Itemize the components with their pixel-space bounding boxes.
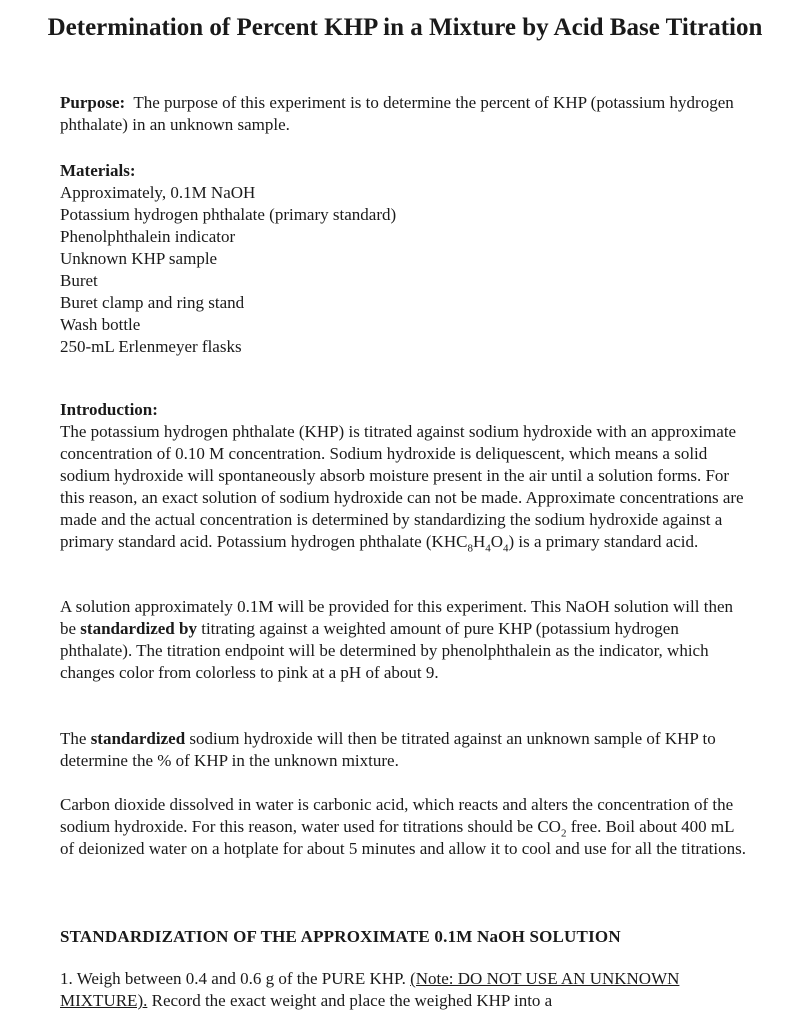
intro-text: A solution approximately 0.1M will be provided for this experiment. This NaOH solution will then be xyxy=(60,597,733,638)
list-item: 250-mL Erlenmeyer flasks xyxy=(60,337,242,356)
paragraph xyxy=(60,794,750,860)
bold-text: standardized xyxy=(90,729,186,748)
purpose-label: Purpose: xyxy=(60,93,126,112)
purpose-paragraph xyxy=(60,92,750,136)
standardization-heading: STANDARDIZATION OF THE APPROXIMATE 0.1M NaOH SOLUTION xyxy=(60,927,621,946)
intro-text: H xyxy=(472,532,486,551)
subscript: 4 xyxy=(485,542,491,555)
intro-text: ) is a primary standard acid. xyxy=(508,532,699,551)
materials-section xyxy=(60,160,750,358)
list-item: Buret xyxy=(60,271,98,290)
introduction-paragraph-1 xyxy=(60,421,750,553)
list-item: Wash bottle xyxy=(60,315,141,334)
intro-text: free. Boil about 400 mL of deionized water on a hotplate for about 5 minutes and allow it to cool and use for all the titrations. xyxy=(60,817,746,858)
introduction-label: Introduction: xyxy=(60,400,158,419)
intro-text: Carbon dioxide dissolved in water is carbonic acid, which reacts and alters the concentration of the sodium hydroxide. For this reason, water used for titrations should be CO xyxy=(60,795,734,836)
intro-text: The potassium hydrogen phthalate (KHP) is titrated against sodium hydroxide with an approximate concentration of 0.10 M concentration. Sodium hydroxide is deliquescent, which means a solid sodium hydroxide will spontaneously absorb moisture present in the air until a solution forms. For this reason, an exact solution of sodium hydroxide can not be made. Approximate concentrations are made and the actual concentration is determined by standardizing the sodium hydroxide against a primary standard acid. Potassium hydrogen phthalate (KHC xyxy=(60,422,744,551)
materials-list xyxy=(60,182,750,358)
intro-text: The xyxy=(60,729,91,748)
purpose-text: The purpose of this experiment is to determine the percent of KHP (potassium hydrogen phthalate) in an unknown sample. xyxy=(60,93,734,134)
intro-text: O xyxy=(490,532,503,551)
bold-text: standardized by xyxy=(80,619,197,638)
standardization-step-1 xyxy=(60,968,750,1012)
introduction-section xyxy=(60,399,750,553)
introduction-paragraph-2 xyxy=(60,596,750,684)
list-item: Approximately, 0.1M NaOH xyxy=(60,183,256,202)
subscript: 8 xyxy=(467,542,473,555)
purpose-section xyxy=(60,92,750,136)
subscript: 4 xyxy=(503,542,509,555)
materials-label: Materials: xyxy=(60,161,136,180)
page-title: Determination of Percent KHP in a Mixture by Acid Base Titration xyxy=(47,14,763,41)
introduction-paragraph-3 xyxy=(60,728,750,772)
list-item: Phenolphthalein indicator xyxy=(60,227,236,246)
subscript: 2 xyxy=(560,827,567,840)
intro-text: titrating against a weighted amount of pure KHP (potassium hydrogen phthalate). The titration endpoint will be determined by phenolphthalein as the indicator, which changes color from colorless to pink at a pH of about 9. xyxy=(60,619,709,682)
paragraph xyxy=(60,968,750,1012)
list-item: Unknown KHP sample xyxy=(60,249,218,268)
list-item: Buret clamp and ring stand xyxy=(60,293,245,312)
step-text: 1. Weigh between 0.4 and 0.6 g of the PURE KHP. xyxy=(60,969,411,988)
step-text: Record the exact weight and place the weighed KHP into a xyxy=(147,991,553,1010)
underlined-note: (Note: DO NOT USE AN UNKNOWN MIXTURE). xyxy=(60,969,680,1010)
paragraph xyxy=(60,596,750,684)
intro-text: sodium hydroxide will then be titrated against an unknown sample of KHP to determine the % of KHP in the unknown mixture. xyxy=(60,729,716,770)
paragraph xyxy=(60,728,750,772)
introduction-paragraph-4 xyxy=(60,794,750,860)
list-item: Potassium hydrogen phthalate (primary standard) xyxy=(60,205,397,224)
